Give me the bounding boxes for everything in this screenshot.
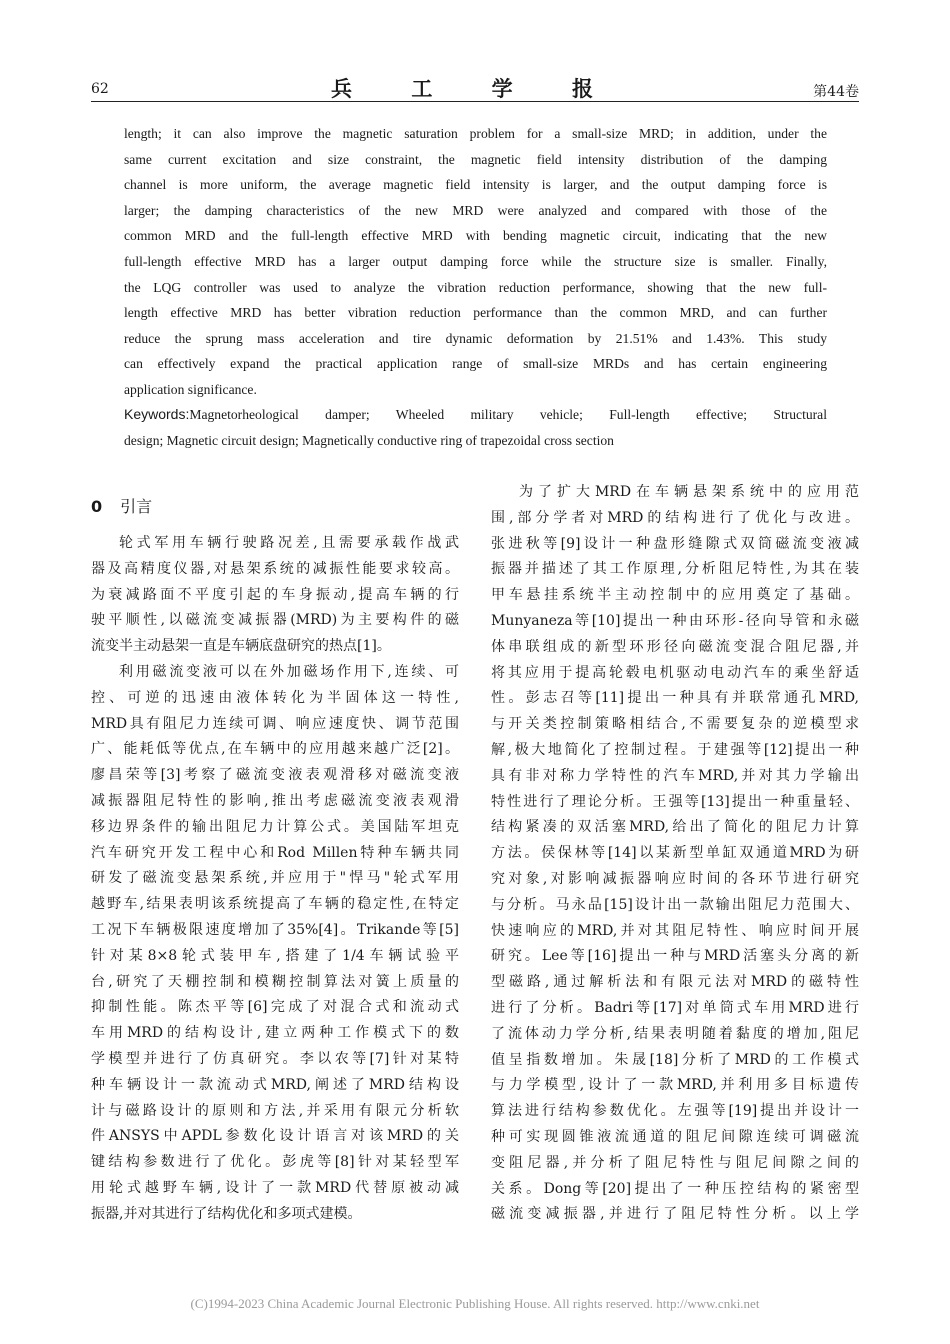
text-line: 究对象,对影响减振器响应时间的各环节进行研究 bbox=[491, 870, 859, 887]
keywords-line: design; Magnetic circuit design; Magnetically conductive ring of trapezoidal cross section bbox=[124, 432, 614, 448]
text-line: 结构紧凑的双活塞MRD,给出了简化的阻尼力计算 bbox=[491, 819, 859, 836]
text-line: 器及高精度仪器,对悬架系统的减振性能要求较高。 bbox=[91, 560, 459, 577]
text-line: 振器,并对其进行了结构优化和多项式建模。 bbox=[91, 1205, 362, 1222]
keywords-text-1: Magnetorheological damper; Wheeled military vehicle; Full-length effective; Structural bbox=[189, 407, 827, 422]
abstract-line: the LQG controller was used to analyze the vibration reduction performance, showing that the new full- bbox=[124, 279, 827, 295]
text-line: 型磁路,通过解析法和有限元法对MRD的磁特性 bbox=[491, 974, 859, 991]
text-line: 体串联组成的新型环形径向磁流变混合阻尼器,并 bbox=[491, 638, 859, 655]
text-line: 针对某8×8轮式装甲车,搭建了1/4车辆试验平 bbox=[91, 947, 459, 964]
page-header bbox=[91, 71, 859, 102]
text-line: 驶平顺性,以磁流变减振器(MRD)为主要构件的磁 bbox=[91, 612, 459, 629]
abstract-line: reduce the sprung mass acceleration and tire dynamic deformation by 21.51% and 1.43%. This study bbox=[124, 330, 827, 346]
text-line: 用轮式越野车辆,设计了一款MRD代替原被动减 bbox=[91, 1179, 459, 1196]
text-line: MRD具有阻尼力连续可调、响应速度快、调节范围 bbox=[91, 715, 459, 732]
text-line: 性。彭志召等[11]提出一种具有并联常通孔MRD, bbox=[491, 690, 859, 707]
text-line: 为衰减路面不平度引起的车身振动,提高车辆的行 bbox=[91, 586, 459, 603]
text-line: 广、能耗低等优点,在车辆中的应用越来越广泛[2]。 bbox=[91, 741, 459, 758]
text-line: 减振器阻尼特性的影响,推出考虑磁流变液表观滑 bbox=[91, 792, 459, 809]
text-line: 利用磁流变液可以在外加磁场作用下,连续、可 bbox=[119, 663, 459, 680]
text-line: 将其应用于提高轮毂电机驱动电动汽车的乘坐舒适 bbox=[491, 664, 859, 681]
keywords-label: Keywords: bbox=[124, 406, 190, 422]
keywords-line bbox=[124, 402, 827, 428]
section-heading bbox=[91, 493, 459, 525]
text-line: 快速响应的MRD,并对其阻尼特性、响应时间开展 bbox=[491, 922, 859, 939]
text-line: 具有非对称力学特性的汽车MRD,并对其力学输出 bbox=[491, 767, 859, 784]
text-line: 流变半主动悬架一直是车辆底盘研究的热点[1]。 bbox=[91, 638, 391, 655]
text-line: 件ANSYS中APDL参数化设计语言对该MRD的关 bbox=[91, 1128, 459, 1145]
abstract-line: larger; the damping characteristics of the new MRD were analyzed and compared with those of the bbox=[124, 202, 827, 218]
text-line: 关系。Dong等[20]提出了一种压控结构的紧密型 bbox=[491, 1180, 859, 1197]
text-line: 学模型并进行了仿真研究。李以农等[7]针对某特 bbox=[91, 1050, 459, 1067]
text-line: 与分析。马永品[15]设计出一款输出阻尼力范围大、 bbox=[491, 896, 859, 913]
text-line: 算法进行结构参数优化。左强等[19]提出并设计一 bbox=[491, 1103, 859, 1120]
abstract-line: application significance. bbox=[124, 381, 257, 397]
body-paragraph bbox=[91, 660, 459, 1228]
volume-label: 第44卷 bbox=[813, 84, 859, 100]
abstract-line: can effectively expand the practical application range of small-size MRDs and has certain engineering bbox=[124, 356, 827, 372]
text-line: 甲车悬挂系统半主动控制中的应用奠定了基础。 bbox=[491, 587, 859, 604]
text-line: 方法。侯保林等[14]以某新型单缸双通道MRD为研 bbox=[491, 845, 859, 862]
text-line: 围,部分学者对MRD的结构进行了优化与改进。 bbox=[491, 509, 859, 526]
text-line: 台,研究了天棚控制和模糊控制算法对簧上质量的 bbox=[91, 973, 459, 990]
text-line: 变阻尼器,并分析了阻尼特性与阻尼间隙之间的 bbox=[491, 1154, 859, 1171]
text-line: 与力学模型,设计了一款MRD,并利用多目标遗传 bbox=[491, 1077, 859, 1094]
abstract-line: same current excitation and size constraint, the magnetic field intensity distribution of the damping bbox=[124, 151, 827, 167]
text-line: 研发了磁流变悬架系统,并应用于"悍马"轮式军用 bbox=[91, 870, 459, 887]
page-number: 62 bbox=[91, 81, 109, 97]
text-line: 了流体动力学分析,结果表明随着黏度的增加,阻尼 bbox=[491, 1025, 859, 1042]
text-line: 与开关类控制策略相结合,不需要复杂的逆模型求 bbox=[491, 716, 859, 733]
text-line: 张进秋等[9]设计一种盘形缝隙式双筒磁流变液减 bbox=[491, 535, 859, 552]
keywords-block bbox=[124, 402, 827, 453]
text-line: 工况下车辆极限速度增加了35%[4]。Trikande等[5] bbox=[91, 921, 459, 938]
text-line: 键结构参数进行了优化。彭虎等[8]针对某轻型军 bbox=[91, 1154, 459, 1171]
abstract-line: length effective MRD has better vibration reduction performance than the common MRD, and can further bbox=[124, 305, 827, 321]
left-column bbox=[91, 493, 459, 1228]
text-line: 特性进行了理论分析。王强等[13]提出一种重量轻、 bbox=[491, 793, 859, 810]
text-line: 为了扩大MRD在车辆悬架系统中的应用范 bbox=[519, 484, 859, 500]
text-line: 车用MRD的结构设计,建立两种工作模式下的数 bbox=[91, 1025, 459, 1042]
english-abstract bbox=[124, 121, 827, 403]
abstract-line: length; it can also improve the magnetic saturation problem for a small-size MRD; in addition, under the bbox=[124, 126, 827, 141]
abstract-line: channel is more uniform, the average magnetic field intensity is larger, and the output damping force is bbox=[124, 177, 827, 193]
copyright-footer: (C)1994-2023 China Academic Journal Electronic Publishing House. All rights reserved. http://www.cnki.net bbox=[190, 1296, 760, 1311]
text-line: 解,极大地简化了控制过程。于建强等[12]提出一种 bbox=[491, 741, 859, 758]
text-line: 值呈指数增加。朱晟[18]分析了MRD的工作模式 bbox=[491, 1051, 859, 1068]
text-line: 研究。Lee等[16]提出一种与MRD活塞头分离的新 bbox=[491, 948, 859, 965]
text-line: 磁流变减振器,并进行了阻尼特性分析。以上学 bbox=[491, 1206, 859, 1223]
journal-title: 兵 工 学 报 bbox=[331, 76, 619, 101]
text-line: Munyaneza等[10]提出一种由环形-径向导管和永磁 bbox=[491, 612, 859, 629]
text-line: 种车辆设计一款流动式MRD,阐述了MRD结构设 bbox=[91, 1076, 459, 1093]
body-paragraph bbox=[91, 531, 459, 660]
section-number: 0 bbox=[91, 497, 103, 516]
abstract-line: full-length effective MRD has a larger output damping force while the structure size is smaller. Finally, bbox=[124, 253, 827, 269]
text-line: 控、可逆的迅速由液体转化为半固体这一特性, bbox=[91, 689, 459, 706]
text-line: 计与磁路设计的原则和方法,并采用有限元分析软 bbox=[91, 1102, 459, 1119]
abstract-line: common MRD and the full-length effective MRD with bending magnetic circuit, indicating that the new bbox=[124, 228, 827, 244]
text-line: 移边界条件的输出阻尼力计算公式。美国陆军坦克 bbox=[91, 818, 459, 835]
body-paragraph bbox=[491, 480, 859, 1228]
text-line: 轮式军用车辆行驶路况差,且需要承载作战武 bbox=[119, 535, 459, 551]
text-line: 廖昌荣等[3]考察了磁流变液表观滑移对磁流变液 bbox=[91, 767, 459, 784]
text-line: 振器并描述了其工作原理,分析阻尼特性,为其在装 bbox=[491, 561, 859, 578]
text-line: 进行了分析。Badri等[17]对单筒式车用MRD进行 bbox=[491, 999, 859, 1016]
text-line: 越野车,结果表明该系统提高了车辆的稳定性,在特定 bbox=[91, 896, 459, 913]
section-title: 引言 bbox=[120, 497, 153, 516]
text-line: 抑制性能。陈杰平等[6]完成了对混合式和流动式 bbox=[91, 999, 459, 1016]
text-line: 汽车研究开发工程中心和Rod Millen特种车辆共同 bbox=[91, 844, 459, 861]
text-line: 种可实现圆锥液流通道的阻尼间隙连续可调磁流 bbox=[491, 1128, 859, 1145]
right-column bbox=[491, 480, 859, 1228]
